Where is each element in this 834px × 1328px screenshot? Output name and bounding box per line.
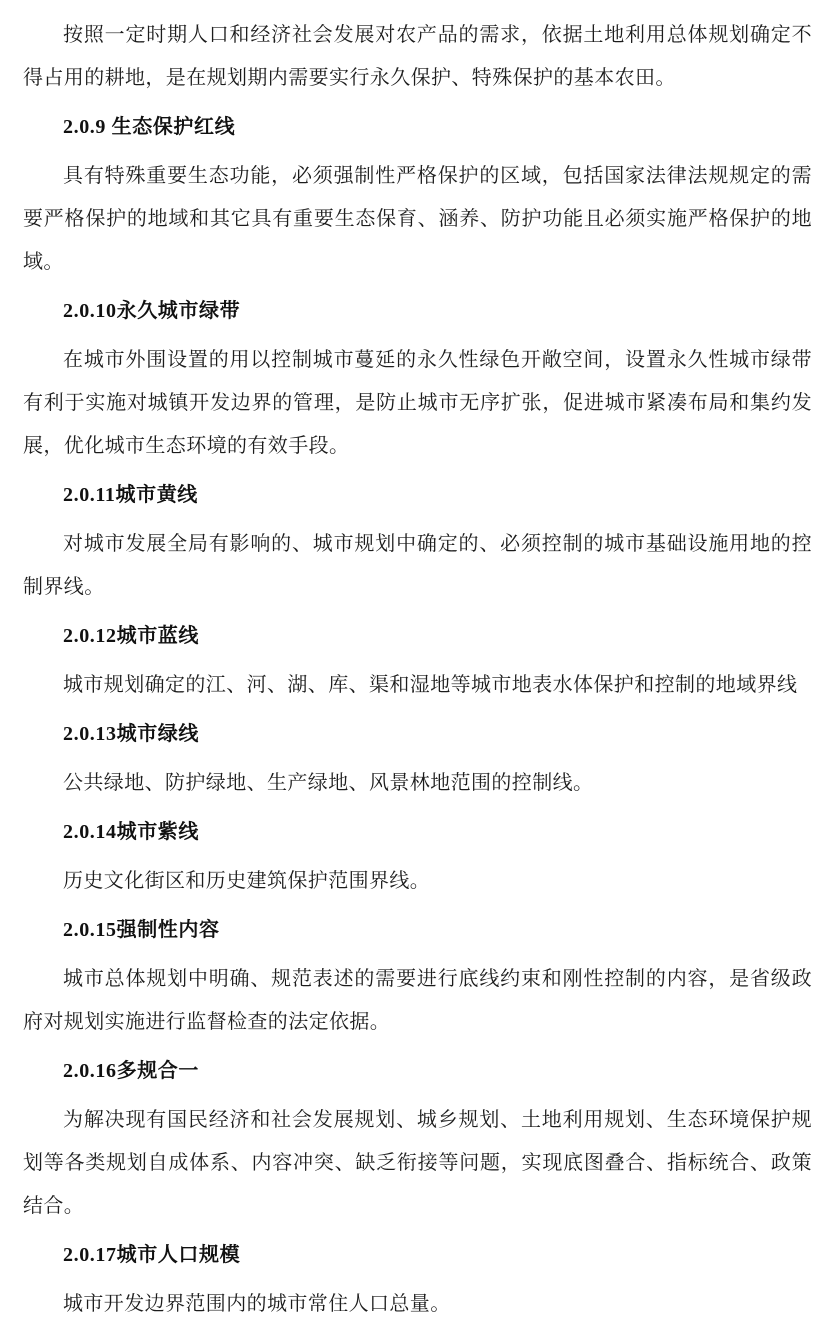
section-heading: 2.0.16多规合一 xyxy=(63,1060,199,1082)
section-heading: 2.0.10永久城市绿带 xyxy=(63,300,241,322)
body-paragraph: 城市规划确定的江、河、湖、库、渠和湿地等城市地表水体保护和控制的地域界线 xyxy=(63,674,798,696)
body-paragraph: 公共绿地、防护绿地、生产绿地、风景林地范围的控制线。 xyxy=(63,772,594,794)
body-paragraph: 为解决现有国民经济和社会发展规划、城乡规划、土地利用规划、生态环境保护规划等各类规划自成体系、内容冲突、缺乏衔接等问题，实现底图叠合、指标统合、政策结合。 xyxy=(23,1109,812,1217)
section-heading: 2.0.12城市蓝线 xyxy=(63,625,199,647)
body-paragraph: 历史文化街区和历史建筑保护范围界线。 xyxy=(63,870,431,892)
section-heading: 2.0.13城市绿线 xyxy=(63,723,199,745)
section-heading: 2.0.15强制性内容 xyxy=(63,919,220,941)
body-paragraph: 城市开发边界范围内的城市常住人口总量。 xyxy=(63,1293,451,1315)
section-heading: 2.0.9 生态保护红线 xyxy=(63,116,236,138)
section-heading: 2.0.17城市人口规模 xyxy=(63,1244,241,1266)
body-paragraph: 对城市发展全局有影响的、城市规划中确定的、必须控制的城市基础设施用地的控制界线。 xyxy=(23,533,812,598)
body-paragraph: 城市总体规划中明确、规范表述的需要进行底线约束和刚性控制的内容，是省级政府对规划实施进行监督检查的法定依据。 xyxy=(23,968,812,1033)
section-heading: 2.0.14城市紫线 xyxy=(63,821,199,843)
section-heading: 2.0.11城市黄线 xyxy=(63,484,198,506)
body-paragraph: 在城市外围设置的用以控制城市蔓延的永久性绿色开敞空间，设置永久性城市绿带有利于实施对城镇开发边界的管理，是防止城市无序扩张，促进城市紧凑布局和集约发展，优化城市生态环境的有效手段。 xyxy=(23,349,812,457)
body-paragraph: 具有特殊重要生态功能，必须强制性严格保护的区域，包括国家法律法规规定的需要严格保护的地域和其它具有重要生态保育、涵养、防护功能且必须实施严格保护的地域。 xyxy=(23,165,812,273)
body-paragraph: 按照一定时期人口和经济社会发展对农产品的需求，依据土地利用总体规划确定不得占用的耕地，是在规划期内需要实行永久保护、特殊保护的基本农田。 xyxy=(23,24,812,89)
